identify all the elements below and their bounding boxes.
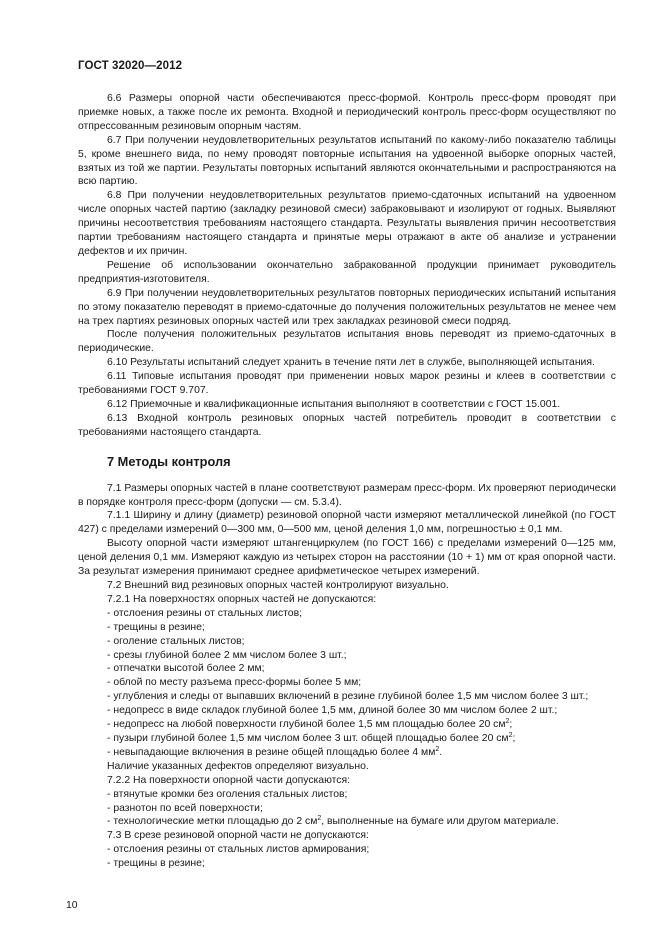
list-item [78,732,616,746]
list-item: - оголение стальных листов; [107,635,245,647]
superscript: 2 [508,731,513,739]
list-item-end: ; [509,719,513,731]
list-item-text: - невыпадающие включения в резине общей площадью более 4 мм [107,746,436,758]
paragraph-7-3: 7.3 В срезе резиновой опорной части не допускаются: [107,830,369,842]
list-item-end: . [439,746,443,758]
list-item [78,718,616,732]
page-number: 10 [66,900,78,911]
paragraph-6-8: 6.8 При получении неудовлетворительных результатов приемо-сдаточных испытаний на удвоенном числе опорных частей партию (закладку резиновой смеси) забраковывают и изолируют от годных. Выявляют причины несоответствия требованиям настоящего стандарта. Результаты выявления причин несоответствия партии требованиям настоящего стандарта и принятые меры отражают в акте об анализе и устранении дефектов и их причин. [78,190,616,257]
paragraph-7-2-1: 7.2.1 На поверхностях опорных частей не допускаются: [107,593,377,605]
paragraph-6-9: 6.9 При получении неудовлетворительных результатов повторных периодических испытаний испытания по этому показателю переводят в приемо-сдаточные до получения положительных результатов не менее чем на трех партиях резиновых опорных частей или трех закладках резиновой смеси подряд. [78,287,616,327]
section-heading: 7 Методы контроля [107,453,231,469]
paragraph-6-7: 6.7 При получении неудовлетворительных результатов испытаний по какому-либо показателю таблицы 5, кроме внешнего вида, по нему проводят повторные испытания на удвоенной выборке опорных частей, взятых из той же партии. Результаты повторных испытаний являются окончательными и распространяются на всю партию. [78,134,616,188]
paragraph-6-6: 6.6 Размеры опорной части обеспечиваются пресс-формой. Контроль пресс-форм проводят при приемке новых, а также после их ремонта. Входной и периодический контроль пресс-форм осуществляют по отпрессованным резиновым опорным частям. [78,93,616,132]
list-item: - отслоения резины от стальных листов армирования; [107,844,370,856]
list-item [78,815,616,829]
list-item: - срезы глубиной более 2 мм числом более 3 шт.; [107,649,347,661]
paragraph-defects-visual: Наличие указанных дефектов определяют визуально. [107,760,369,772]
superscript: 2 [317,815,322,823]
paragraph-6-13: 6.13 Входной контроль резиновых опорных частей потребитель проводит в соответствии с требованиями настоящего стандарта. [78,412,616,438]
list-item: - отпечатки высотой более 2 мм; [107,663,265,675]
document-header: ГОСТ 32020—2012 [78,60,183,72]
list-item [78,746,616,760]
paragraph-height: Высоту опорной части измеряют штангенциркулем (по ГОСТ 166) с пределами измерений 0—125 мм, ценой деления 0,1 мм. Измеряют каждую из четырех сторон на расстоянии (10 + 1) мм от края опорной части. За результат измерения принимают среднее арифметическое четырех измерений. [78,538,616,578]
list-item: - разнотон по всей поверхности; [107,802,263,814]
list-item: - углубления и следы от выпавших включений в резине глубиной более 1,5 мм числом более 3 шт.; [107,691,589,703]
page-body [78,92,616,871]
paragraph-after-positive: После получения положительных результатов испытания вновь переводят из приемо-сдаточных в периодические. [78,329,616,355]
list-item-end: , выполненные на бумаге или другом материале. [321,816,559,828]
list-item: - втянутые кромки без оголения стальных листов; [107,788,348,800]
list-item: - недопресс в виде складок глубиной более 1,5 мм, длиной более 30 мм числом более 2 шт.; [107,705,558,717]
list-item-end: ; [512,732,516,744]
list-item: - облой по месту разъема пресс-формы более 5 мм; [107,677,362,689]
paragraph-6-11: 6.11 Типовые испытания проводят при применении новых марок резины и клеев в соответствии с требованиями ГОСТ 9.707. [78,371,616,397]
paragraph-7-2-2: 7.2.2 На поверхности опорной части допускаются: [107,774,350,786]
paragraph-7-1-1: 7.1.1 Ширину и длину (диаметр) резиновой опорной части измеряют металлической линейкой (по ГОСТ 427) с пределами измерений 0—300 мм, 0—500 мм, ценой деления 1,0 мм, погрешностью ± 0,1 мм. [78,510,616,536]
list-item: - отслоения резины от стальных листов; [107,607,302,619]
paragraph-6-12: 6.12 Приемочные и квалификационные испытания выполняют в соответствии с ГОСТ 15.001. [107,398,561,410]
paragraph-7-1: 7.1 Размеры опорных частей в плане соответствуют размерам пресс-форм. Их проверяют периодически в порядке контроля пресс-форм (допуски — см. 5.3.4). [78,482,616,508]
paragraph-6-10: 6.10 Результаты испытаний следует хранить в течение пяти лет в службе, выполняющей испытания. [107,357,595,369]
superscript: 2 [505,718,510,726]
superscript: 2 [435,745,440,753]
list-item-text: - технологические метки площадью до 2 см [107,816,318,828]
list-item: - трещины в резине; [107,858,205,870]
paragraph-7-2: 7.2 Внешний вид резиновых опорных частей контролируют визуально. [107,580,449,591]
list-item-text: - недопресс на любой поверхности глубиной более 1,5 мм площадью более 20 см [107,719,506,731]
paragraph-decision: Решение об использовании окончательно забракованной продукции принимает руководитель предприятия-изготовителя. [78,259,616,285]
list-item: - трещины в резине; [107,621,205,633]
list-item-text: - пузыри глубиной более 1,5 мм числом более 3 шт. общей площадью более 20 см [107,732,509,744]
